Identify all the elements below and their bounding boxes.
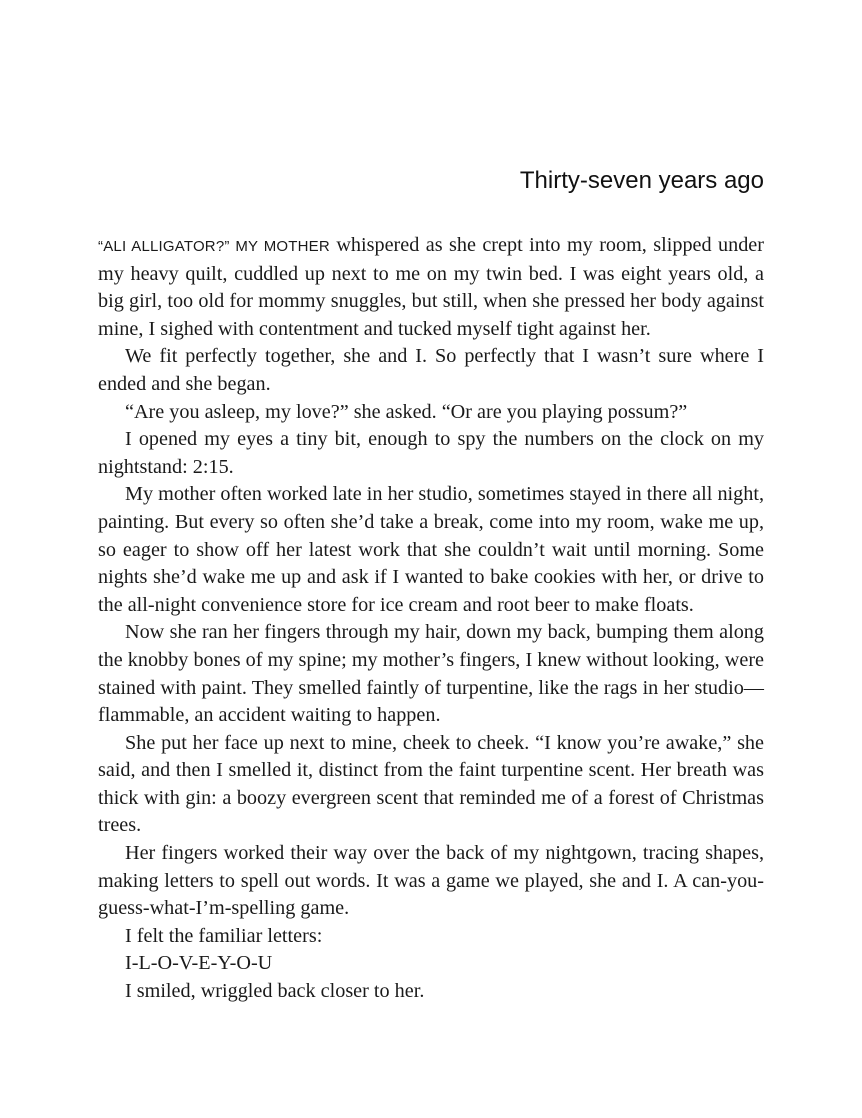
paragraph-2: We fit perfectly together, she and I. So perfectly that I wasn’t sure where I ended and she began. — [98, 345, 764, 395]
chapter-heading: Thirty-seven years ago — [519, 167, 764, 194]
paragraph-11: I smiled, wriggled back closer to her. — [125, 980, 425, 1003]
paragraph-10: I-L-O-V-E-Y-O-U — [125, 952, 273, 975]
paragraph-9: I felt the familiar letters: — [125, 924, 323, 947]
chapter-body — [98, 232, 764, 1006]
paragraph-5: My mother often worked late in her studio, sometimes stayed in there all night, painting. But every so often she’d take a break, come into my room, wake me up, so eager to show off her latest work that she couldn’t wait until morning. Some nights she’d wake me up and ask if I wanted to bake cookies with her, or drive to the all-night convenience store for ice cream and root beer to make floats. — [98, 483, 764, 616]
opening-lead-small-caps: “ALI ALLIGATOR?” MY MOTHER — [98, 238, 330, 255]
paragraph-3: “Are you asleep, my love?” she asked. “Or are you playing possum?” — [125, 400, 688, 423]
paragraph-4: I opened my eyes a tiny bit, enough to spy the numbers on the clock on my nightstand: 2:15. — [98, 428, 764, 478]
paragraph-8: Her fingers worked their way over the back of my nightgown, tracing shapes, making letters to spell out words. It was a game we played, she and I. A can-you-guess-what-I’m-spelling game. — [98, 842, 764, 920]
paragraph-1 — [98, 232, 764, 343]
paragraph-1-text: whispered as she crept into my room, slipped under my heavy quilt, cuddled up next to me on my twin bed. I was eight years old, a big girl, too old for mommy snuggles, but still, when she pressed her body against mine, I sighed with contentment and tucked myself tight against her. — [98, 234, 764, 340]
paragraph-6: Now she ran her fingers through my hair, down my back, bumping them along the knobby bones of my spine; my mother’s fingers, I knew without looking, were stained with paint. They smelled faintly of turpentine, like the rags in her studio—flammable, an accident waiting to happen. — [98, 621, 764, 727]
paragraph-7: She put her face up next to mine, cheek to cheek. “I know you’re awake,” she said, and then I smelled it, distinct from the faint turpentine scent. Her breath was thick with gin: a boozy evergreen scent that reminded me of a forest of Christmas trees. — [98, 731, 764, 837]
